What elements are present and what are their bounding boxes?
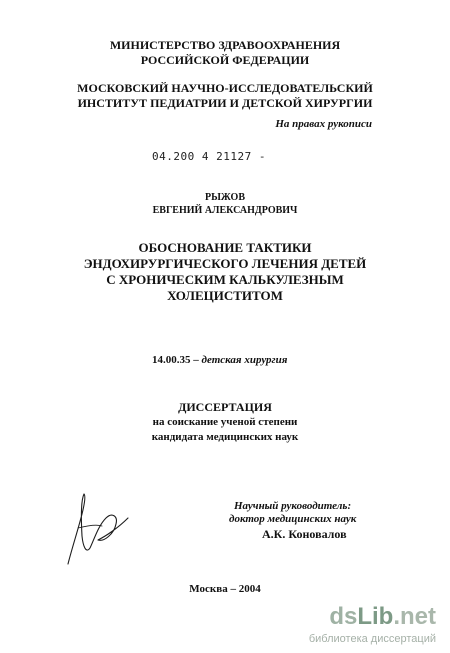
manuscript-note: На правах рукописи [275,118,372,130]
title-line-1: ОБОСНОВАНИЕ ТАКТИКИ [138,240,312,255]
specialty-code: 14.00.35 – [152,354,199,366]
author-surname: РЫЖОВ [204,192,245,203]
city-year: Москва – 2004 [189,583,261,595]
supervisor-name: А.К. Коновалов [262,527,347,541]
dslib-logo: dsLib.net [329,603,436,630]
title-line-4: ХОЛЕЦИСТИТОМ [167,288,283,303]
ministry-line-1: МИНИСТЕРСТВО ЗДРАВООХРАНЕНИЯ [109,38,341,52]
title-line-2: ЭНДОХИРУРГИЧЕСКОГО ЛЕЧЕНИЯ ДЕТЕЙ [83,256,367,271]
author-name: ЕВГЕНИЙ АЛЕКСАНДРОВИЧ [152,205,298,216]
institute-line-1: МОСКОВСКИЙ НАУЧНО-ИССЛЕДОВАТЕЛЬСКИЙ [77,81,373,95]
ministry-line-2: РОССИЙСКОЙ ФЕДЕРАЦИИ [140,53,310,67]
dslib-watermark [309,605,436,645]
specialty-name: детская хирургия [201,354,288,366]
dslib-subtitle: библиотека диссертаций [308,633,436,645]
dissertation-heading: ДИССЕРТАЦИЯ [178,400,272,414]
dissertation-degree-line-1: на соискание ученой степени [152,416,298,428]
supervisor-label: Научный руководитель: [234,500,352,512]
title-line-3: С ХРОНИЧЕСКИМ КАЛЬКУЛЕЗНЫМ [106,272,344,287]
supervisor-degree: доктор медицинских наук [229,513,357,525]
institute-line-2: ИНСТИТУТ ПЕДИАТРИИ И ДЕТСКОЙ ХИРУРГИИ [77,96,373,110]
signature-image [62,488,134,568]
library-stamp-number: 04.200 4 21127 - [152,150,266,163]
specialty-line [152,354,287,366]
dissertation-degree-line-2: кандидата медицинских наук [151,431,299,443]
